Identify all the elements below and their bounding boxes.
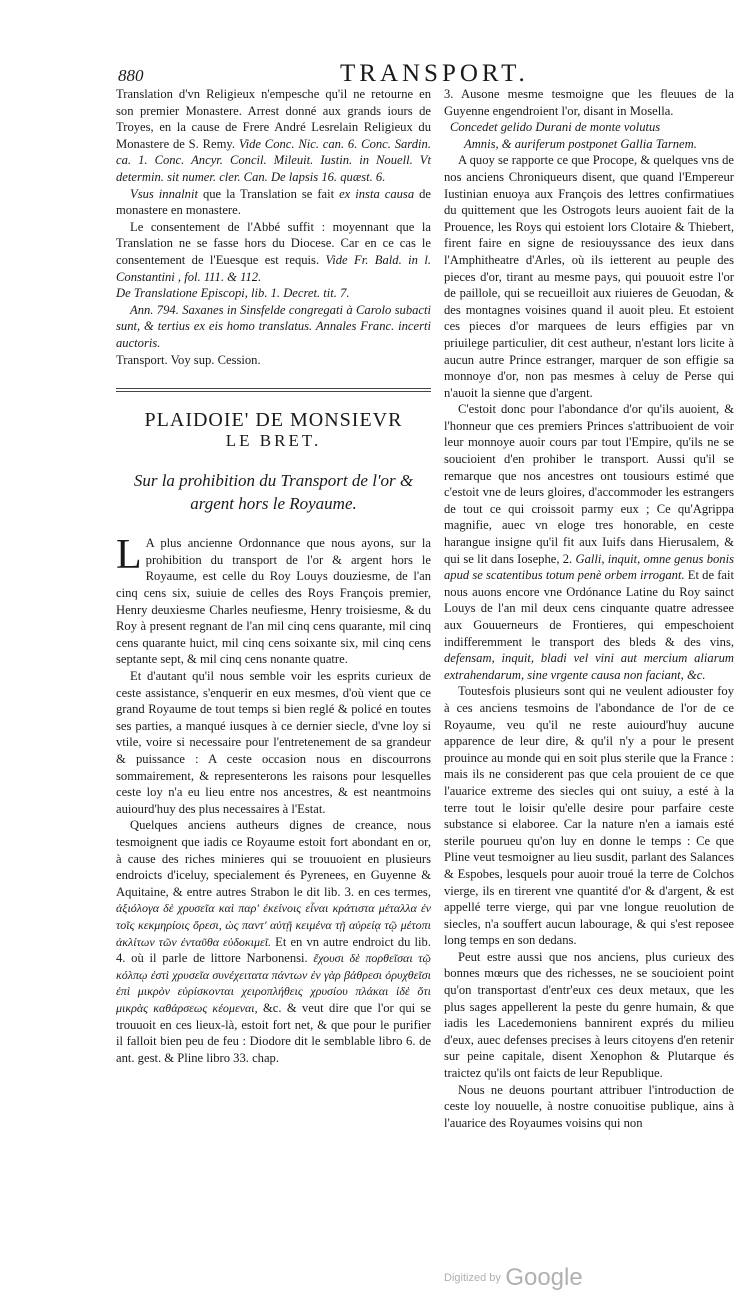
paragraph-annales: Ann. 794. Saxanes in Sinsfelde congregati à Carolo subacti sunt, & tertius ex eis homo translatus. Annales Franc. incerti auctoris. (116, 302, 431, 350)
body-paragraph-3: Quelques anciens autheurs dignes de creance, nous tesmoignent que iadis ce Royaume estoit fort abondant en or, à cause des riches minieres qui se trouuoient en plusieurs endroicts d'iceluy, specialement és Pyrenees, en Guyenne & Aquitaine, & entre autres Strabon le dit lib. 3. en ces termes, ἀξιόλογα δὲ χρυσεῖα καὶ παρ' ἐκείνοις εἶναι κράτιστα μέταλλα ἐν τοῖς κεκμηρίοις ὄρεσι, ὡς παντ' αὐτῇ κειμένα τῇ αὐρείᾳ τῷ μέτοπι ἀκλίτων τῶν ἐνταῦθα εὐδοκιμεῖ. Et en vn autre endroict du lib. 4. où il parle de littore Narbonensi. ἔχουσι δὲ πορθεῖσαι τῷ κόλπῳ ἐστὶ χρυσεῖα συνέχειτατα πάντων ἐν γὰρ βάθρεσι ὀρυχθεῖσι ἐπὶ μικρὸν εὑρίσκονται χειροπλήθεις χρυσίου πλάκαι ἰδὲ ὅτι μικρὰς καθάρσεως κέομεναι, &c. & veut dire que l'or qui se trouuoit en ces lieux-là, estoit fort net, & que pour le purifier il falloit bien peu de feu : Diodore dit le semblable libro 6. de ant. gest. & Pline libro 33. chap. (116, 818, 431, 1065)
paragraph-toutesfois: Toutesfois plusieurs sont qui ne veulent adiouster foy à ces anciens tesmoins de l'abondance de l'or de ce Royaume, veu qu'il ne reste auiourd'huy aucune apparence de leur dire, & qu'il n'y a pour le present prouince au monde qui en soit plus sterile que la France : mais ils ne considerent pas que cela prouient de ce que l'auarice extreme des siecles qui ont suiuy, a esté à la terre tout le loisir qu'elle desire pour parfaire ceste substance si elaboree. Car la nature n'en a iamais esté sterile pourueu qu'on luy en donne le temps : Ce que Pline veut tesmoigner au lieu susdit, parlant des Salances & Espobes, lesquels pour auoir troué la terre de Colchos vierge, ils en tirerent vne quantité d'or & d'argent, & est appellé terre vierge, qui par vne longue reuolution de siecles, n'a souffert aucun labourage, & qui s'est reposee long temps en son dedans. (444, 684, 734, 948)
google-logo: Google (505, 1264, 583, 1291)
watermark-prefix: Digitized by (444, 1272, 501, 1284)
paragraph-de-translatione: De Translatione Episcopi, lib. 1. Decret. tit. 7. (116, 286, 350, 301)
paragraph-consentement: Le consentement de l'Abbé suffit : moyennant que la Translation ne se fasse hors du Diocese. Car en ce cas le consentement de l'Euesque est requis. Vide Fr. Bald. in l. Constantini , fol. 111. & 112. (116, 219, 431, 284)
running-title: TRANSPORT. (340, 60, 529, 87)
paragraph-nous-ne-deuons: Nous ne deuons pourtant attribuer l'introduction de ceste loy nouuelle, à nostre conuoitise publique, ains à l'auarice des Royaumes voisins qui non (444, 1082, 734, 1130)
paragraph-voy-cession: Transport. Voy sup. Cession. (116, 352, 261, 367)
section-divider (116, 388, 431, 392)
plaidoie-heading: PLAIDOIE' DE MONSIEVR (144, 409, 403, 432)
body-paragraph-2: Et d'autant qu'il nous semble voir les esprits curieux de ceste assistance, s'enquerir en eux mesmes, d'où vient que ce grand Royaume de tout temps si bien reglé & policé en toutes ses parties, a manqué iusques à ce dernier siecle, d'vne loy si vtile, voire si necessaire pour l'entretenement de sa grandeur & puissance : A ceste occasion nous en discourrons sommairement, & representerons les raisons pour lesquelles ceste loy n'a eu lieu entre nos ancestres, & est neantmoins auiourd'huy des plus necessaires à l'Estat. (116, 669, 431, 816)
paragraph-usus: Vsus innalnit que la Translation se fait ex insta causa de monastere en monastere. (116, 186, 431, 218)
page-number: 880 (118, 66, 144, 85)
paragraph-translation: Translation d'vn Religieux n'empesche qu'il ne retourne en son premier Monastere. Arrest donné aux grands iours de Troyes, en la cause de Frere André Lesrelain Religieux du Monastere de S. Remy. Vide Conc. Nic. can. 6. Conc. Sardin. ca. 1. Conc. Ancyr. Concil. Mileuit. Iustin. in Nouell. Vt determin. sit numer. cler. Can. De lapsis 16. quæst. 6. (116, 87, 431, 184)
paragraph-ausone: 3. Ausone mesme tesmoigne que les fleuues de la Guyenne engendroient l'or, disant in Mosella. (444, 87, 734, 118)
quote-ausone-2: Amnis, & auriferum postponet Gallia Tarnem. (464, 136, 697, 151)
body-paragraph-1: L A plus ancienne Ordonnance que nous ayons, sur la prohibition du transport de l'or & argent hors le Royaume, est celle du Roy Louys douziesme, de l'an cinq cens six, suiuie de celles des Roys François premier, Henry deuxiesme Charles neufiesme, Henry troisiesme, & du Roy à present regnant de l'an mil cinq cens quarante, mil cinq cens quarante huict, mil cinq cens soixante six, mil cinq cens septante sept, & mil cinq cens nonante quatre. (116, 532, 431, 667)
left-column (116, 86, 431, 1066)
plaidoie-subtitle: Sur la prohibition du Transport de l'or & argent hors le Royaume. (133, 471, 414, 514)
quote-ausone-1: Concedet gelido Durani de monte volutus (450, 120, 661, 135)
paragraph-procope: A quoy se rapporte ce que Procope, & quelques vns de nos anciens Chroniqueurs disent, que quand l'Empereur Iustinian enuoya aux François des lettres confirmatiues du quittement que les Ostrogots leurs auoient fait de la Prouence, les Roys qui estoient lors Clotaire & Thiebert, firent faire en signe de resiouyssance des ieux dans l'Amphitheatre d'Arles, où ils ietterent au peuple des pieces d'or, tirant au mesme pays, qui pouuoit estre l'or de paillole, qui se recueilloit aux riuieres de Geuodan, & des montagnes voisines quand il auoit pleu. Et estoient ces pieces d'or marquees de leurs effigies par vn priuilege particulier, dit cest autheur, n'estant lors licite à aucun autre Prince estranger, marquer de son effigie sa monnoye d'or, non pas mesmes à celuy de Perse qui n'auoit la sienne que d'argent. (444, 153, 734, 400)
plaidoie-author: LE BRET. (225, 430, 322, 450)
greek-quote-2: ἔχουσι δὲ πορθεῖσαι τῷ κόλπῳ ἐστὶ χρυσεῖα συνέχειτατα πάντων ἐν γὰρ βάθρεσι ὀρυχθεῖσι ἐπὶ μικρὸν εὑρίσκονται χειροπλήθεις χρυσίου πλάκαι ἰδὲ ὅτι μικρὰς καθάρσεως κέομεναι, (116, 951, 431, 1015)
paragraph-abondance: C'estoit donc pour l'abondance d'or qu'ils auoient, & l'honneur que ces premiers Princes s'attribuoient de voir leur monnoye auoir cours par tout l'Empire, qu'ils ne se soucioient d'en prohiber le transport. Aussi qu'il se remarque que nos ancestres ont tousiours estimé que c'estoit vne de leurs gloires, d'accommoder les estrangers de tout ce qui croissoit parmy eux ; Ce qu'Agrippa magnifie, auec vn eloge tres honorable, en ceste harangue insigne qu'il fit aux Iuifs dans Hierusalem, & qui se lit dans Iosephe, 2. Galli, inquit, omne genus bonis apud se scatentibus totum penè orbem irrogant. Et de fait nous auons encore vne Ordónance Latine du Roy sainct Louys de l'an mil deux cens cinquante quatre adressee aux Gouuerneurs de Frontieres, qui empeschoient indifferemment le transport des bleds & des vins, defensam, inquit, bladi vel vini aut mercium aliarum extrahendarum, sine vrgente causa non faciant, &c. (444, 402, 735, 682)
right-column (444, 86, 734, 1131)
paragraph-peut-estre: Peut estre aussi que nos anciens, plus curieux des bonnes mœurs que des richesses, ne se soucioient point qu'on transportast d'entr'eux ces deux metaux, que les plus sages appellerent la peste du genre humain, & que iadis les Lacedemoniens bannirent exprés du milieu d'eux, auec defenses precises à leurs citoyens d'en retenir sur peine capitale, disent Xenophon & Plutarque és traictez qu'ils ont faicts de leur Republique. (444, 949, 734, 1081)
google-watermark (444, 1264, 583, 1292)
drop-cap: L (116, 532, 142, 579)
greek-quote-1: ἀξιόλογα δὲ χρυσεῖα καὶ παρ' ἐκείνοις εἶναι κράτιστα μέταλλα ἐν τοῖς κεκμηρίοις ὄρεσι, ὡς παντ' αὐτῇ κειμένα τῇ αὐρείᾳ τῷ μέτοπι ἀκλίτων τῶν ἐνταῦθα εὐδοκιμεῖ. (116, 901, 431, 949)
